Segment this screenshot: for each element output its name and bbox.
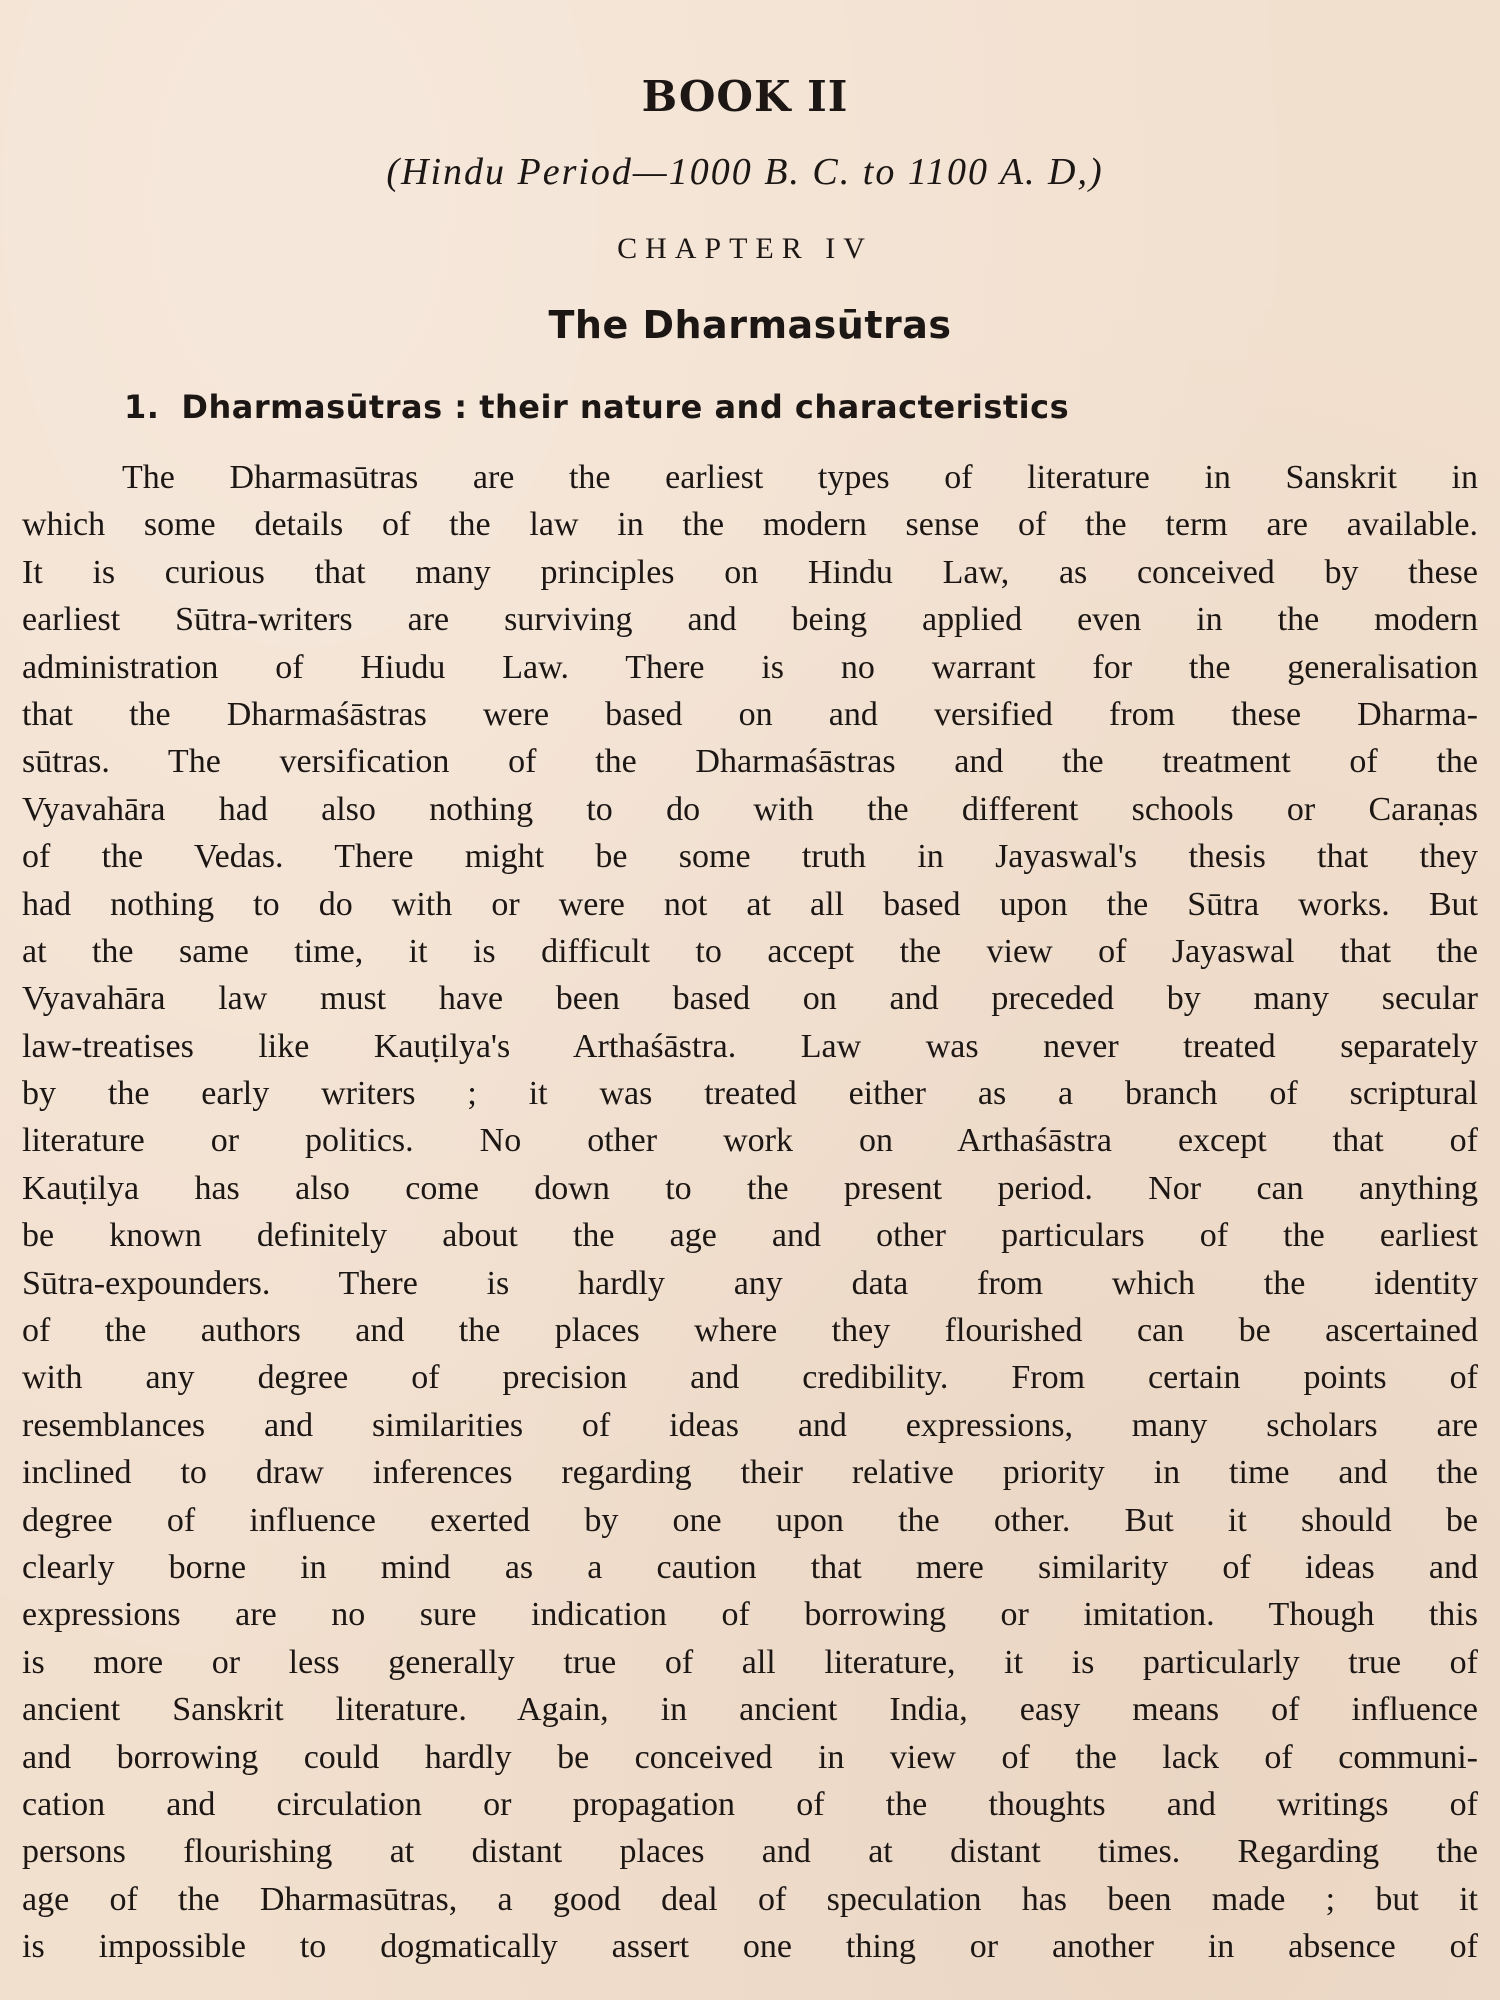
text-line: law-treatises like Kauṭilya's Arthaśāstra. Law was never treated separately (22, 1027, 1478, 1065)
text-line: ancient Sanskrit literature. Again, in ancient India, easy means of influence (22, 1691, 1478, 1729)
text-line: literature or politics. No other work on Arthaśāstra except that of (22, 1122, 1478, 1160)
text-line: clearly borne in mind as a caution that mere similarity of ideas and (22, 1548, 1478, 1586)
text-line: be known definitely about the age and other particulars of the earliest (22, 1217, 1478, 1255)
text-line: age of the Dharmasūtras, a good deal of speculation has been made ; but it (22, 1880, 1478, 1918)
text-line: Vyavahāra had also nothing to do with the different schools or Caraṇas (22, 790, 1478, 828)
chapter-title: The Dharmasūtras (548, 303, 952, 347)
text-line: Sūtra-expounders. There is hardly any data from which the identity (22, 1264, 1478, 1302)
text-line: expressions are no sure indication of borrowing or imitation. Though this (22, 1596, 1478, 1634)
body-paragraph (22, 454, 1478, 1971)
text-line: that the Dharmaśāstras were based on and versified from these Dharma- (22, 695, 1478, 733)
text-line: earliest Sūtra-writers are surviving and being applied even in the modern (22, 601, 1478, 639)
text-line: persons flourishing at distant places and at distant times. Regarding the (22, 1833, 1478, 1871)
text-line: Vyavahāra law must have been based on and preceded by many secular (22, 980, 1478, 1018)
text-line: resemblances and similarities of ideas and expressions, many scholars are (22, 1406, 1478, 1444)
text-line: inclined to draw inferences regarding their relative priority in time and the (22, 1454, 1478, 1492)
text-line: which some details of the law in the modern sense of the term are available. (22, 506, 1478, 544)
text-line: by the early writers ; it was treated either as a branch of scriptural (22, 1075, 1478, 1113)
section-title: Dharmasūtras : their nature and characteristics (181, 388, 1070, 426)
period-subtitle: (Hindu Period—1000 B. C. to 1100 A. D,) (386, 151, 1104, 193)
text-line: of the authors and the places where they flourished can be ascertained (22, 1312, 1478, 1350)
text-line: and borrowing could hardly be conceived in view of the lack of communi- (22, 1738, 1478, 1776)
text-line: The Dharmasūtras are the earliest types of literature in Sanskrit in (122, 459, 1478, 496)
text-line: is more or less generally true of all literature, it is particularly true of (22, 1643, 1478, 1681)
text-line: with any degree of precision and credibility. From certain points of (22, 1359, 1478, 1397)
chapter-number: CHAPTER IV (617, 232, 873, 265)
section-number: 1. (124, 388, 160, 426)
text-line: sūtras. The versification of the Dharmaśāstras and the treatment of the (22, 743, 1478, 781)
text-line: administration of Hiudu Law. There is no warrant for the generalisation (22, 648, 1478, 686)
text-line: Kauṭilya has also come down to the present period. Nor can anything (22, 1169, 1478, 1207)
book-title: BOOK II (641, 72, 849, 121)
text-line: at the same time, it is difficult to accept the view of Jayaswal that the (22, 932, 1478, 970)
text-line: of the Vedas. There might be some truth in Jayaswal's thesis that they (22, 838, 1478, 876)
text-line: cation and circulation or propagation of the thoughts and writings of (22, 1785, 1478, 1823)
text-line: degree of influence exerted by one upon the other. But it should be (22, 1501, 1478, 1539)
text-line: had nothing to do with or were not at all based upon the Sūtra works. But (22, 885, 1478, 923)
text-line: is impossible to dogmatically assert one thing or another in absence of (22, 1928, 1478, 1966)
text-line: It is curious that many principles on Hindu Law, as conceived by these (22, 553, 1478, 591)
section-heading (124, 388, 1424, 426)
